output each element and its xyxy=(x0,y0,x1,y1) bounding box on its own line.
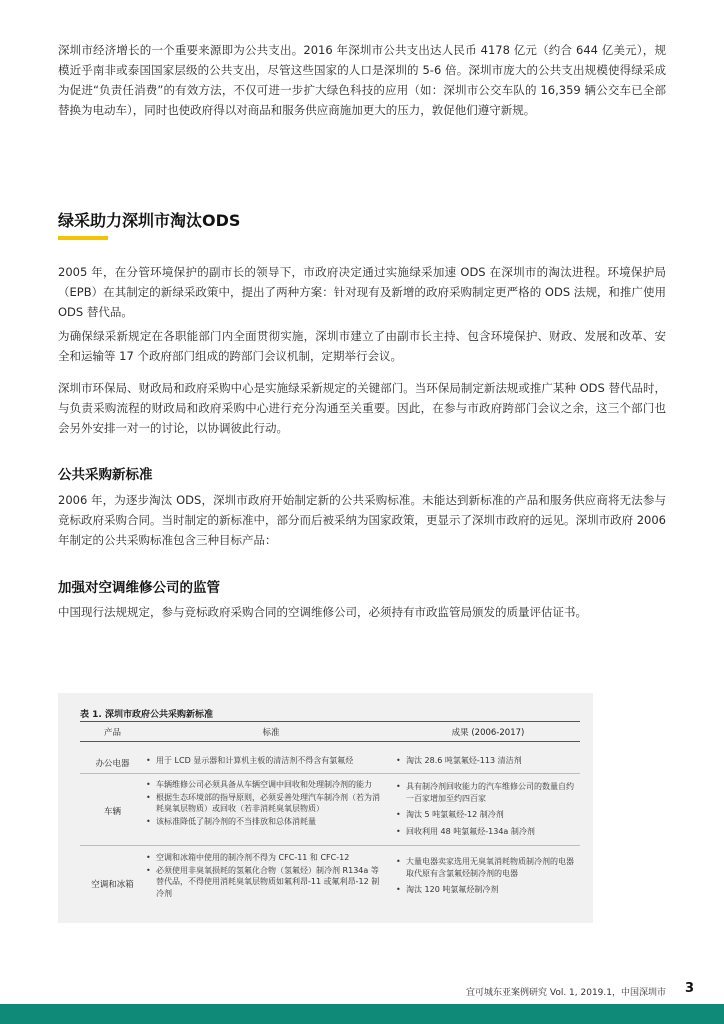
list-item: • 该标准降低了制冷剂的不当排放和总体消耗量 xyxy=(146,816,386,828)
ac-repair-paragraph: 中国现行法规规定，参与竞标政府采购合同的空调维修公司，必须持有市政监管局颁发的质量评估证书。 xyxy=(58,605,587,619)
header-product: 产品 xyxy=(103,728,121,738)
list-item: • 具有制冷剂回收能力的汽车维修公司的数量自约一百家增加至约四百家 xyxy=(396,781,580,804)
section-paragraph-3: 深圳市环保局、财政局和政府采购中心是实施绿采新规定的关键部门。当环保局制定新法规或推广某种 ODS 替代品时，与负责采购流程的财政局和政府采购中心进行充分沟通至关重要。因此，在参与市政府跨部门会议之余，这三个部门也会另外安排一对一的讨论，以协调彼此行动。 xyxy=(58,381,666,435)
list-item: • 用于 LCD 显示器和计算机主板的清洁剂不得含有氯氟烃 xyxy=(146,755,386,767)
list-item: • 车辆维修公司必须具备从车辆空调中回收和处理制冷剂的能力 xyxy=(146,779,386,791)
section-heading: 绿采助力深圳市淘汰ODS xyxy=(58,211,241,230)
list-item: • 淘汰 120 吨氯氟烃制冷剂 xyxy=(396,884,580,896)
row-office-results xyxy=(396,755,580,768)
table-header-rule xyxy=(80,741,580,742)
subheading-ac-repair-oversight: 加强对空调维修公司的监管 xyxy=(58,580,220,596)
procurement-standard-paragraph: 2006 年，为逐步淘汰 ODS，深圳市政府开始制定新的公共采购标准。未能达到新标准的产品和服务供应商将无法参与竞标政府采购合同。当时制定的新标准中，部分而后被采纳为国家政策，更显示了深圳市政府的远见。深圳市政府 2006 年制定的公共采购标准包含三种目标产品： xyxy=(58,493,666,547)
table-top-rule xyxy=(80,721,580,722)
row-office-product: 办公电器 xyxy=(95,759,130,769)
heading-accent-bar xyxy=(58,236,108,240)
list-item: • 回收利用 48 吨氯氟烃-134a 制冷剂 xyxy=(396,826,580,838)
section-paragraph-1: 2005 年，在分管环境保护的副市长的领导下，市政府决定通过实施绿采加速 ODS 在深圳市的淘汰进程。环境保护局（EPB）在其制定的新绿采政策中，提出了两种方案：针对现有及新增的政府采购制定更严格的 ODS 法规，和推广使用 ODS 替代品。 xyxy=(58,265,666,319)
footer-color-bar xyxy=(0,1004,724,1024)
table-title: 表 1. 深圳市政府公共采购新标准 xyxy=(80,710,213,720)
row-vehicle-results xyxy=(396,781,580,838)
list-item: • 淘汰 5 吨氯氟烃-12 制冷剂 xyxy=(396,809,580,821)
page-number: 3 xyxy=(684,981,694,996)
subheading-procurement-standard: 公共采购新标准 xyxy=(58,467,153,483)
list-item: • 必须使用非臭氧损耗的氢氟化合物（氢氟烃）制冷剂 R134a 等替代品，不得使用消耗臭氧层物质如氟利昂-11 或氟利昂-12 制冷剂 xyxy=(146,865,386,900)
intro-paragraph: 深圳市经济增长的一个重要来源即为公共支出。2016 年深圳市公共支出达人民币 4178 亿元（约合 644 亿美元），规模近乎南非或泰国国家层级的公共支出，尽管这些国家的人口是深圳的 5-6 倍。深圳市庞大的公共支出规模使得绿采成为促进“负责任消费”的有效方法，不仅可进一步扩大绿色科技的应用（如：深圳市公交车队的 16,359 辆公交车已全部替换为电动车），同时也使政府得以对商品和服务供应商施加更大的压力，敦促他们遵守新规。 xyxy=(58,43,666,117)
row-ac-fridge-product: 空调和冰箱 xyxy=(91,880,134,890)
row-vehicle-standards xyxy=(146,779,386,828)
row-ac-fridge-results xyxy=(396,856,580,897)
list-item: • 根据生态环境部的指导原则，必须妥善处理汽车制冷剂（若为消耗臭氧层物质）或回收（若非消耗臭氧层物质） xyxy=(146,792,386,815)
row-ac-fridge-standards xyxy=(146,852,386,900)
section-paragraph-2: 为确保绿采新规定在各职能部门内全面贯彻实施，深圳市建立了由副市长主持、包含环境保护、财政、发展和改革、安全和运输等 17 个政府部门组成的跨部门会议机制，定期举行会议。 xyxy=(58,329,666,363)
row-office-standards xyxy=(146,755,386,768)
table-row-rule xyxy=(80,773,580,774)
list-item: • 大量电器卖家选用无臭氧消耗物质制冷剂的电器取代原有含氯氟烃制冷剂的电器 xyxy=(396,856,580,879)
table-panel xyxy=(58,693,593,923)
footer-citation: 宜可城东亚案例研究 Vol. 1, 2019.1，中国深圳市 xyxy=(466,988,666,998)
header-standard: 标准 xyxy=(262,728,280,738)
list-item: • 淘汰 28.6 吨氯氟烃-113 清洁剂 xyxy=(396,755,580,767)
header-result: 成果 (2006-2017) xyxy=(451,728,525,738)
row-vehicle-product: 车辆 xyxy=(103,807,121,817)
table-row-rule xyxy=(80,845,580,846)
list-item: • 空调和冰箱中使用的制冷剂不得为 CFC-11 和 CFC-12 xyxy=(146,852,386,864)
